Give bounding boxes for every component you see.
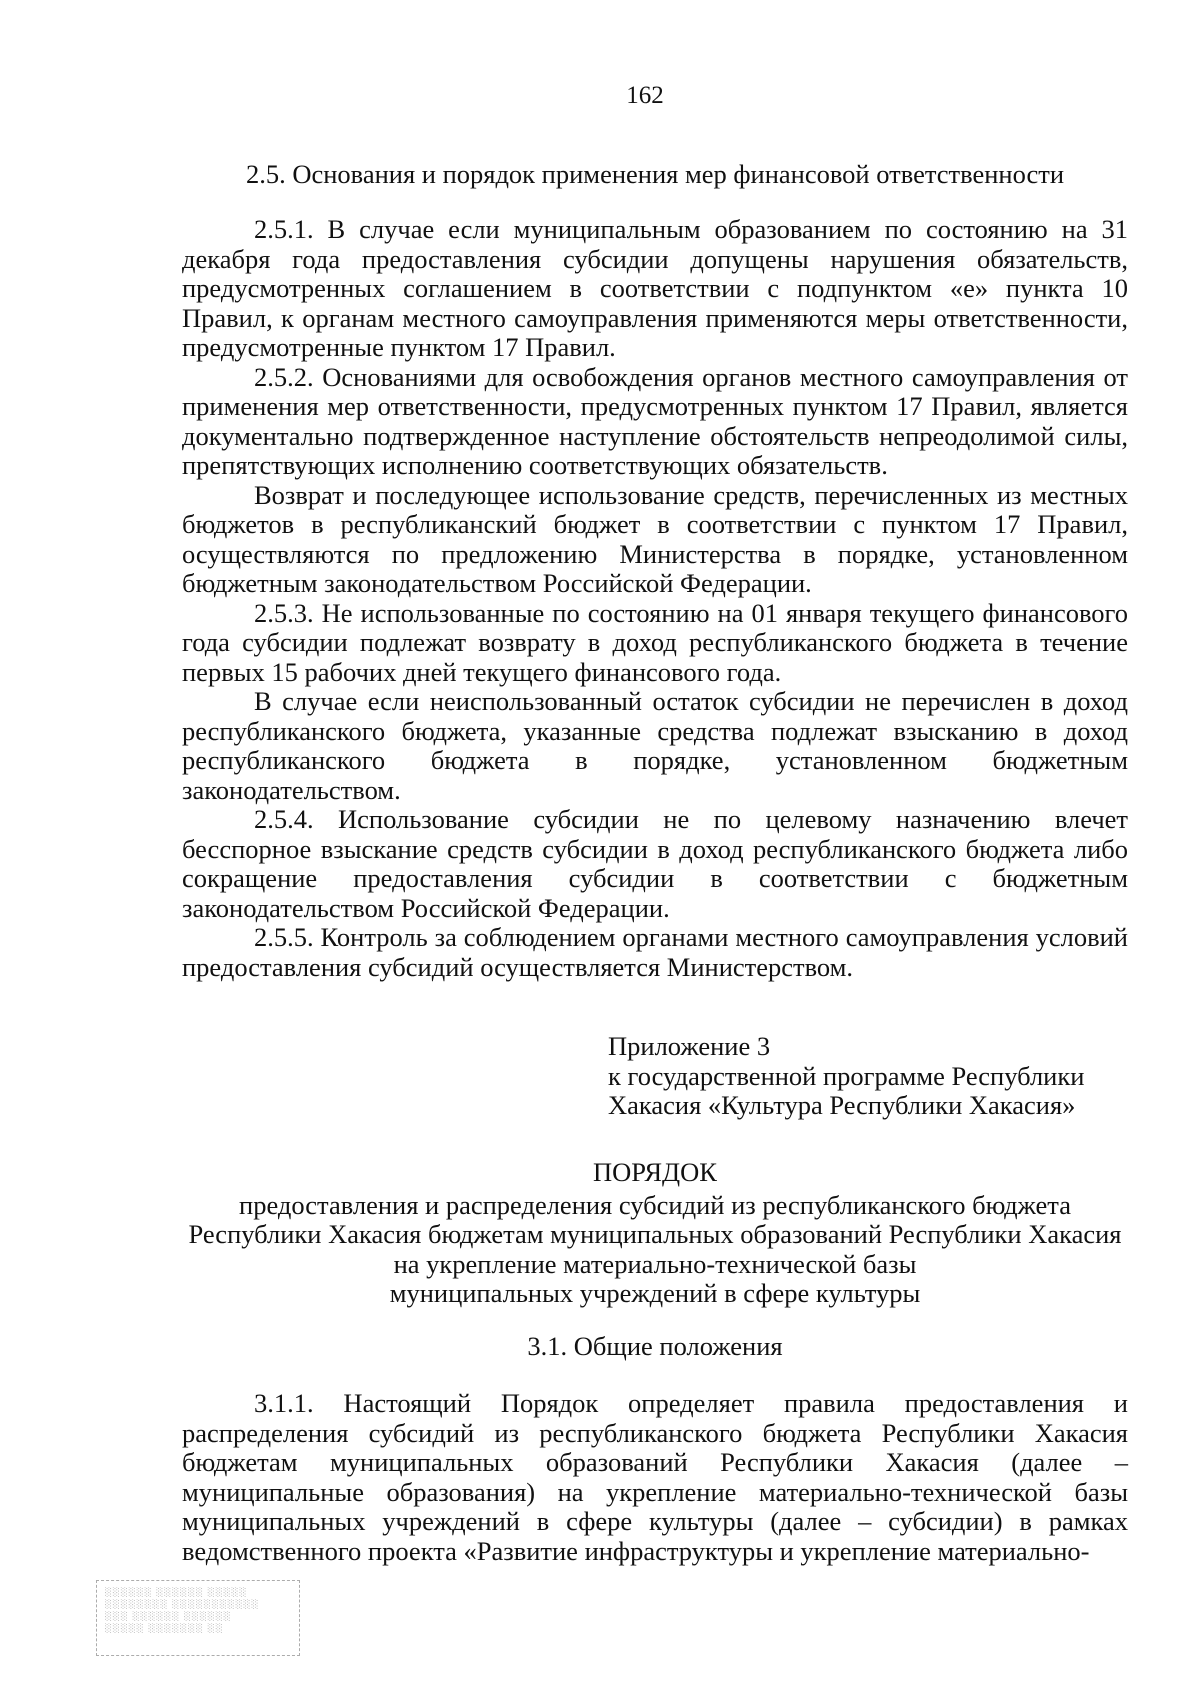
title-line-3: на укрепление материально-технической базы [393, 1248, 917, 1279]
section-3-1-paragraphs [182, 1389, 1128, 1566]
title-line-1: предоставления и распределения субсидий из республиканского бюджета [239, 1189, 1071, 1220]
appendix-line-3: Хакасия «Культура Республики Хакасия» [608, 1090, 1076, 1120]
paragraph-2-5-4: 2.5.4. Использование субсидии не по целевому назначению влечет бесспорное взыскание средств субсидии в доход республиканского бюджета либо сокращение предоставления субсидии в соответствии с бюджетным законодательством Российской Федерации. [182, 804, 1128, 923]
section-heading-2-5: 2.5. Основания и порядок применения мер финансовой ответственности [245, 159, 1065, 189]
paragraph-2-5-5: 2.5.5. Контроль за соблюдением органами местного самоуправления условий предоставления субсидий осуществляется Министерством. [182, 922, 1128, 982]
title-line-4: муниципальных учреждений в сфере культуры [389, 1278, 921, 1308]
title-line-2: Республики Хакасия бюджетам муниципальных образований Республики Хакасия [188, 1219, 1122, 1249]
paragraph-2-5-2: 2.5.2. Основаниями для освобождения органов местного самоуправления от применения мер ответственности, предусмотренных пунктом 17 Правил, является документально подтвержденное наступление обстоятельств непреодолимой силы, препятствующих исполнению соответствующих обязательств. [182, 361, 1128, 480]
appendix-line-1: Приложение 3 [608, 1031, 771, 1061]
electronic-signature-stamp: ░░░░░░ ░░░░░░ ░░░░░ ░░░░░░░░ ░░░░░░░░░░░ ░░░ ░░░░░░ ░░░░░░ ░░░░░ ░░░░░░░ ░░ [96, 1580, 300, 1656]
paragraph-2-5-1: 2.5.1. В случае если муниципальным образованием по состоянию на 31 декабря года предоставления субсидии допущены нарушения обязательств, предусмотренных соглашением в соответствии с подпунктом «е» пункта 10 Правил, к органам местного самоуправления применяются меры ответственности, предусмотренные пунктом 17 Правил. [182, 214, 1128, 362]
paragraph-3-1-1: 3.1.1. Настоящий Порядок определяет правила предоставления и распределения субсидий из республиканского бюджета Республики Хакасия бюджетам муниципальных образований Республики Хакасия (далее – муниципальные образования) на укрепление материально-технической базы муниципальных учреждений в сфере культуры (далее – субсидии) в рамках ведомственного проекта «Развитие инфраструктуры и укрепление материально- [182, 1388, 1128, 1566]
appendix-caption [608, 1032, 1128, 1121]
paragraph-2-5-3: 2.5.3. Не использованные по состоянию на 01 января текущего финансового года субсидии подлежат возврату в доход республиканского бюджета в течение первых 15 рабочих дней текущего финансового года. [182, 597, 1128, 687]
title-word: ПОРЯДОК [593, 1157, 717, 1187]
paragraph-recovery: В случае если неиспользованный остаток субсидии не перечислен в доход республиканского бюджета, указанные средства подлежат взысканию в доход республиканского бюджета в порядке, установленном бюджетным законодательством. [182, 686, 1128, 805]
document-title [182, 1158, 1128, 1309]
section-heading-3-1: 3.1. Общие положения [527, 1331, 783, 1361]
page-number: 162 [626, 82, 664, 109]
appendix-line-2: к государственной программе Республики [608, 1060, 1085, 1091]
section-2-5-paragraphs [182, 215, 1128, 982]
paragraph-refund: Возврат и последующее использование средств, перечисленных из местных бюджетов в республиканский бюджет в соответствии с пунктом 17 Правил, осуществляются по предложению Министерства в порядке, установленном бюджетным законодательством Российской Федерации. [182, 479, 1128, 598]
